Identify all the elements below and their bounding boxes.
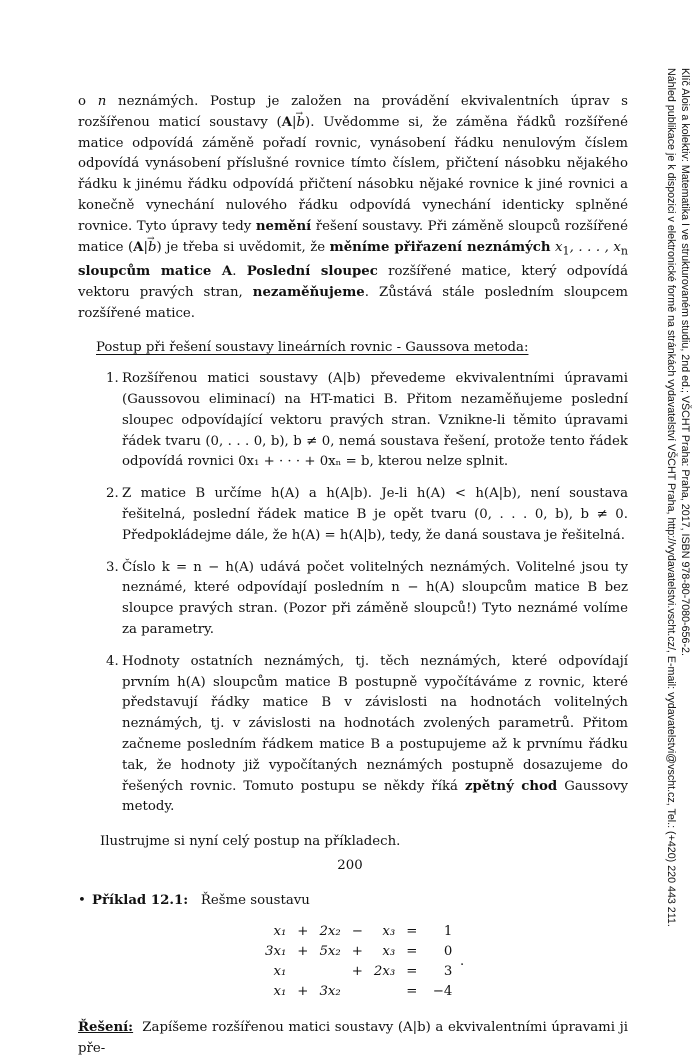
step-item: 3. Číslo k = n − h(A) udává počet volitelných neznámých. Volitelné jsou ty neznámé, které odpovídají posledním n − h(A) sloupcům matice B bez sloupce pravých stran. (Pozor při záměně sloupců!) Tyto neznámé volíme za parametry.	[106, 559, 628, 637]
side-note	[665, 68, 691, 928]
equation-row: x₁ + 3x₂ = −4	[273, 983, 453, 999]
page-body	[78, 92, 628, 1059]
method-title: Postup při řešení soustavy lineárních rovnic - Gaussova metoda:	[96, 340, 529, 356]
step-item: 1. Rozšířenou matici soustavy (A|b) převedeme ekvivalentními úpravami (Gaussovou eliminací) na HT-matici B. Přitom nezaměňujeme poslední sloupec odpovídající vektoru pravých stran. Vznikne-li těmito úpravami řádek tvaru (0, . . . 0, b), b ≠ 0, nemá soustava řešení, protože tento řádek odpovídá rovnici 0x₁ + · · · + 0xₙ = b, kterou nelze splnit.	[106, 371, 628, 470]
step-item: 2. Z matice B určíme h(A) a h(A|b). Je-li h(A) < h(A|b), není soustava řešitelná, poslední řádek matice B je opět tvaru (0, . . . 0, b), b ≠ 0. Předpokládejme dále, že h(A) = h(A|b), tedy, že daná soustava je řešitelná.	[106, 486, 628, 543]
page-number: 200	[337, 858, 363, 873]
step-item: 4. Hodnoty ostatních neznámých, tj. těch neznámých, které odpovídají prvním h(A) sloupcům matice B postupně vypočítáváme z rovnic, které představují řádky matice B v závislosti na hodnotách volitelných neznámých, tj. v závislosti na hodnotách zvolených parametrů. Přitom začneme posledním řádkem matice B a postupujeme až k prvnímu řádku tak, že hodnoty již vypočítaných neznámých postupně dosazujeme do řešených rovnic. Tomuto postupu se někdy říká zpětný chod Gaussovy metody.	[106, 653, 628, 815]
solution-paragraph: Řešení: Zapíšeme rozšířenou matici soustavy (A|b) a ekvivalentními úpravami ji pře-	[78, 1019, 628, 1056]
equation-row: 3x₁ + 5x₂ + x₃ = 0	[265, 943, 453, 959]
equation-period: .	[460, 953, 465, 969]
side-note-preview: Náhled publikace je k dispozici v elektronické formě na stránkách vydavatelství VŠCHT Praha, http://vydavatelstvi.vscht.cz/, E-mail: vydavatelstvi@vscht.cz, Tel.: (+420) 220 443 211.	[665, 68, 677, 927]
equation-system	[260, 922, 628, 1002]
illustrate-text: Ilustrujme si nyní celý postup na příkladech.	[100, 834, 401, 850]
steps-list	[78, 369, 628, 818]
intro-paragraph: o n neznámých. Postup je založen na provádění ekvivalentních úprav s rozšířenou maticí soustavy (A|→ b). Uvědomme si, že záměna řádků rozšířené matice odpovídá záměně pořadí rovnic, vynásobení řádku nenulovým číslem odpovídá vynásobení příslušné rovnice tímto číslem, přičtení násobku nějakého řádku k jinému řádku odpovídá přičtení násobku nějaké rovnice k jiné rovnici a konečně vynechání nulového řádku odpovídá vynechání identicky splněné rovnice. Tyto úpravy tedy nemění řešení soustavy. Při záměně sloupců rozšířené matice (A|→ b) je třeba si uvědomit, že měníme přiřazení neznámých $x_1$, . . . , $x_n$ sloupcům matice A. Poslední sloupec rozšířené matice, který odpovídá vektoru pravých stran, nezaměňujeme. Zůstává stále posledním sloupcem rozšířené matice.	[78, 92, 628, 324]
equation-row: x₁ + 2x₂ − x₃ = 1	[273, 923, 453, 939]
side-note-citation: Klíč Alois a kolektiv: Matematika I ve strukturovaném studiu, 2nd ed.; VŠCHT Praha: Praha, 2017, ISBN 978-80-7080-656-2.	[679, 68, 691, 656]
equation-row: x₁ + 2x₃ = 3	[273, 963, 453, 979]
example-heading: • Příklad 12.1: Řešme soustavu	[78, 892, 310, 908]
